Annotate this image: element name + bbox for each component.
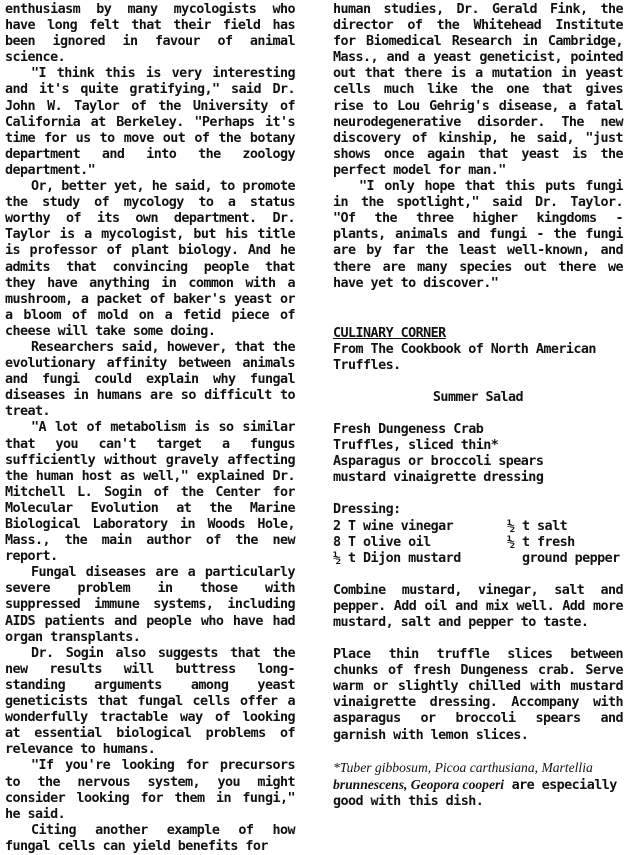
species-names: *Tuber gibbosum, Picoa carthusiana, Martellia [333,759,593,775]
article-paragraph: Fungal diseases are a particularly severe problem in those with suppressed immune systems, including AIDS patients and people who have had organ transplants. [5,565,295,645]
dressing-label: Dressing: [333,502,401,518]
dressing-ingredient: ½ t Dijon mustard [333,550,461,566]
article-paragraph: enthusiasm by many mycologists who have long felt that their field has been ignored in favour of animal science. [5,2,295,66]
article-paragraph: "I only hope that this puts fungi in the spotlight," said Dr. Taylor. "Of the three higher kingdoms - plants, animals and fungi - the fungi are by far the least well-known, and there are many species out there we have yet to discover." [333,179,623,291]
ingredient-item: Asparagus or broccoli spears [333,454,544,470]
dressing-row [333,535,623,551]
recipe-instructions: Combine mustard, vinegar, salt and pepper. Add oil and mix well. Add more mustard, salt and pepper to taste. [333,582,623,630]
article-paragraph: Citing another example of how fungal cells can yield benefits for [5,822,295,854]
dressing-ingredient: ground pepper [507,550,620,566]
article-paragraph: "I think this is very interesting and it's quite gratifying," said Dr. John W. Taylor of the University of California at Berkeley. "Perhaps it's time for us to move out of the botany department and into the zoology department." [5,66,295,178]
left-column [5,2,295,855]
article-paragraph: "A lot of metabolism is so similar that you can't target a fungus sufficiently without gravely affecting the human host as well," explained Dr. Mitchell L. Sogin of the Center for Molecular Evolution at the Marine Biological Laboratory in Woods Hole, Mass., the main author of the new report. [5,420,295,565]
article-paragraph: Researchers said, however, that the evolutionary affinity between animals and fungi could explain why fungal diseases in humans are so difficult to treat. [5,339,295,420]
dressing-ingredient: 8 T olive oil [333,534,431,550]
dressing-row [333,551,623,567]
article-paragraph: Or, better yet, he said, to promote the study of mycology to a status worthy of its own department. Dr. Taylor is a mycologist, but his title is professor of plant biology. And he admits that convincing people that they have anything in common with a mushroom, a packet of baker's yeast or a bloom of mold on a fetid piece of cheese will take some doing. [5,179,295,339]
right-column [333,2,623,810]
dressing-ingredient: 2 T wine vinegar [333,518,454,534]
section-heading: CULINARY CORNER [333,325,446,341]
species-names: brunnescens, Geopora cooperi [333,776,505,792]
dressing-table [333,519,623,567]
ingredient-list [333,422,623,486]
recipe-title: Summer Salad [432,389,524,405]
ingredient-item: Truffles, sliced thin* [333,438,499,454]
article-paragraph: human studies, Dr. Gerald Fink, the director of the Whitehead Institute for Biomedical Research in Cambridge, Mass., and a yeast geneticist, pointed out that there is a mutation in yeast cells much like the one that gives rise to Lou Gehrig's disease, a fatal neurodegenerative disorder. The new discovery of kinship, he said, "just shows once again that yeast is the perfect model for man." [333,2,623,178]
dressing-ingredient: ½ t fresh [507,534,575,550]
article-paragraph: Dr. Sogin also suggests that the new results will buttress long-standing arguments among yeast geneticists that fungal cells offer a wonderfully tractable way of looking at essential biological problems of relevance to humans. [5,645,295,758]
dressing-row [333,519,623,535]
footnote-text: are especially good with this dish. [333,777,617,809]
dressing-ingredient: ½ t salt [507,518,568,534]
recipe-instructions: Place thin truffle slices between chunks of fresh Dungeness crab. Serve warm or slightly chilled with mustard vinaigrette dressing. Accompany with asparagus or broccoli spears and garnish with lemon slices. [333,647,623,743]
recipe-source: From The Cookbook of North American Truffles. [333,341,596,373]
article-paragraph: "If you're looking for precursors to the nervous system, you might consider looking for them in fungi," he said. [5,758,295,822]
recipe-footnote [333,760,623,810]
ingredient-item: Fresh Dungeness Crab [333,422,484,438]
ingredient-item: mustard vinaigrette dressing [333,470,544,486]
